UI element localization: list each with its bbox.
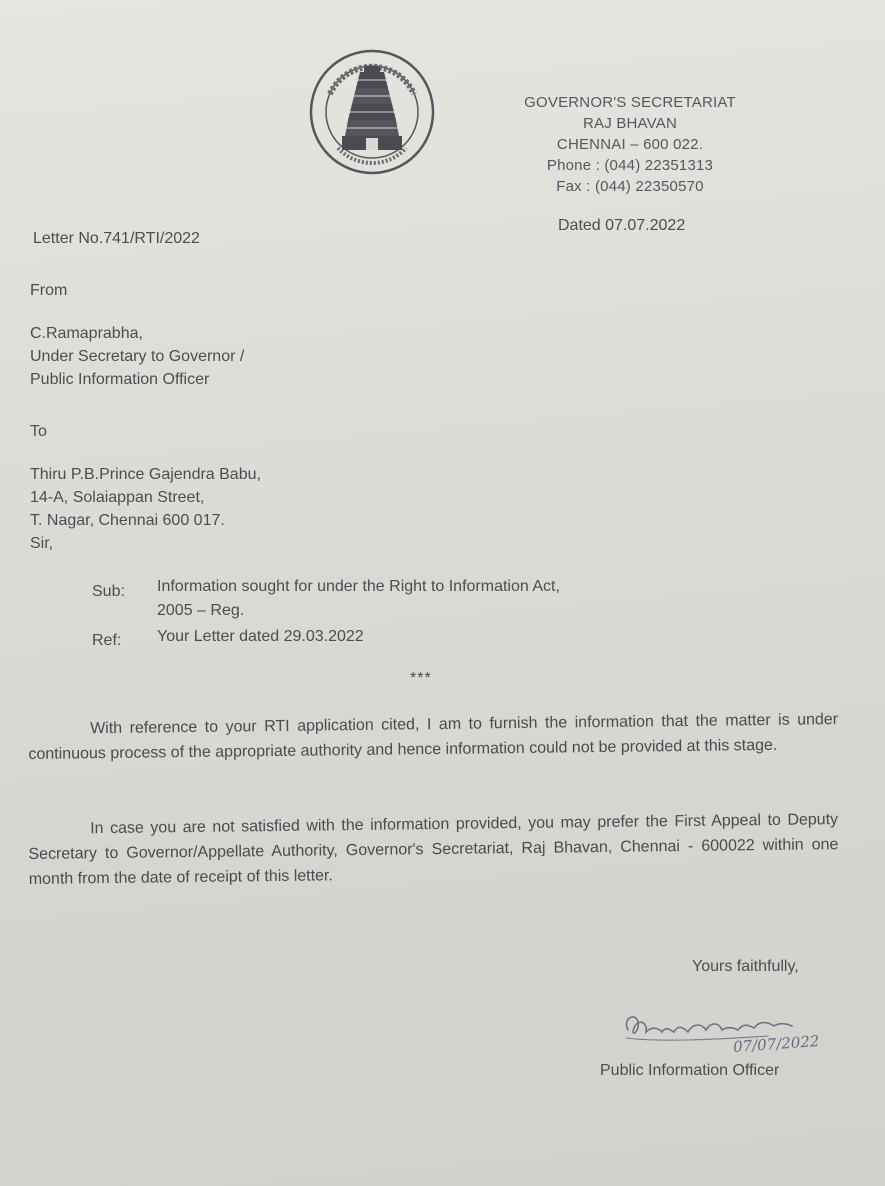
subject-text	[157, 575, 560, 623]
subject-label: Sub:	[92, 583, 125, 600]
addressee-city: T. Nagar, Chennai 600 017.	[30, 512, 225, 529]
subject-line-1: Information sought for under the Right to Information Act,	[157, 578, 560, 595]
body-paragraph-2: In case you are not satisfied with the information provided, you may prefer the First Appeal to Deputy Secretary to Governor/Appellate Authority, Governor's Secretariat, Raj Bhavan, Chennai - 600022 within one month from the date of receipt of this letter.	[28, 811, 839, 888]
subject-line-2: 2005 – Reg.	[157, 602, 245, 619]
office-header	[480, 92, 780, 197]
body-paragraph-1: With reference to your RTI application cited, I am to furnish the information that the matter is under continuous process of the appropriate authority and hence information could not be provided at this stage.	[28, 711, 839, 763]
sender-role: Public Information Officer	[30, 371, 210, 388]
state-emblem-icon	[308, 48, 436, 176]
addressee-street: 14-A, Solaiappan Street,	[30, 489, 205, 506]
reference-text: Your Letter dated 29.03.2022	[157, 628, 364, 645]
office-city: CHENNAI – 600 022.	[556, 136, 704, 153]
office-building: RAJ BHAVAN	[583, 115, 677, 132]
office-name: GOVERNOR'S SECRETARIAT	[524, 94, 736, 111]
addressee-name: Thiru P.B.Prince Gajendra Babu,	[30, 466, 261, 483]
separator: ***	[410, 670, 432, 687]
closing: Yours faithfully,	[692, 958, 799, 975]
sender-block	[30, 322, 244, 391]
sender-name: C.Ramaprabha,	[30, 325, 143, 342]
letter-number: Letter No.741/RTI/2022	[33, 230, 200, 247]
office-phone: Phone : (044) 22351313	[546, 157, 714, 174]
sender-title: Under Secretary to Governor /	[30, 348, 245, 365]
letter-date: Dated 07.07.2022	[558, 217, 686, 234]
to-label: To	[30, 423, 47, 440]
from-label: From	[30, 282, 68, 299]
reference-label: Ref:	[92, 632, 122, 649]
signature-date: 07/07/2022	[732, 1032, 820, 1056]
addressee-block	[30, 463, 261, 555]
office-fax: Fax : (044) 22350570	[556, 178, 704, 195]
salutation: Sir,	[30, 535, 54, 552]
signatory-title: Public Information Officer	[600, 1062, 780, 1079]
